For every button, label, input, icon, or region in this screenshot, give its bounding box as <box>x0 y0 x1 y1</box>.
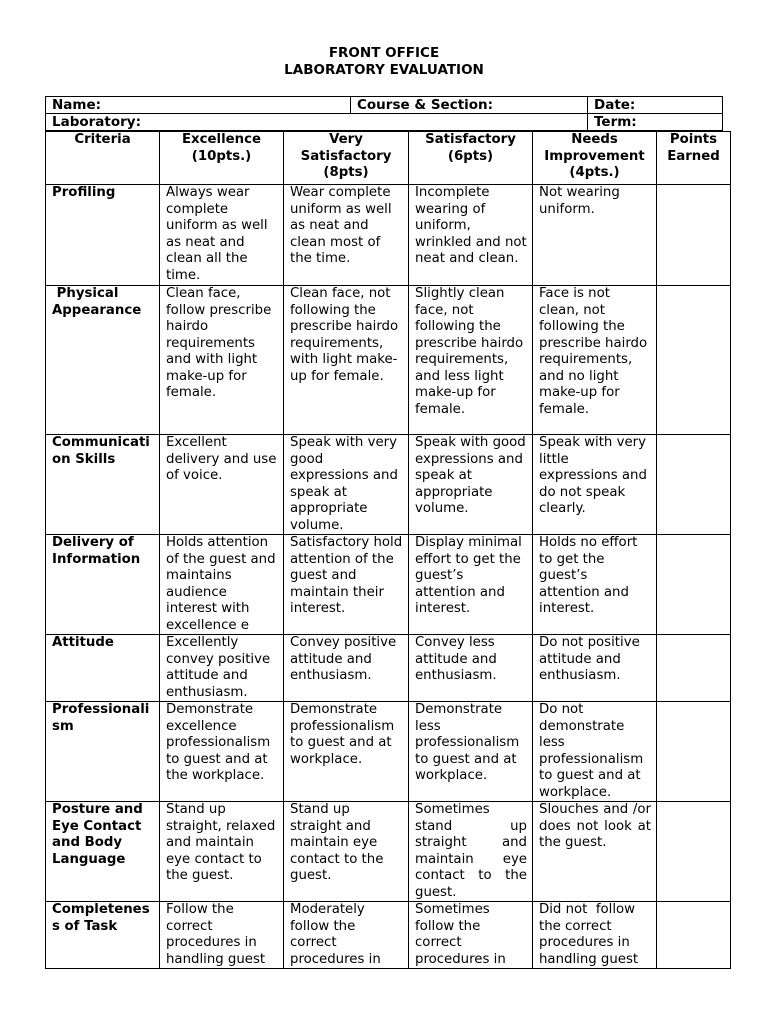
column-header-very-satisfactory: Very Satisfactory (8pts) <box>284 132 409 185</box>
student-info-table <box>45 96 723 131</box>
term-field[interactable] <box>588 114 723 131</box>
points-earned-cell[interactable] <box>657 702 731 802</box>
excellence-cell: Clean face, follow prescribe hairdo requirements and with light make-up for female. <box>160 286 284 435</box>
needs-improvement-cell: Did not follow the correct procedures in handling guest <box>533 902 657 969</box>
very-satisfactory-cell: Speak with very good expressions and speak at appropriate volume. <box>284 435 409 535</box>
name-field[interactable] <box>46 97 351 114</box>
column-header-satisfactory: Satisfactory (6pts) <box>409 132 533 185</box>
needs-improvement-cell: Face is not clean, not following the prescribe hairdo requirements, and no light make-up for female. <box>533 286 657 435</box>
rubric-row-physical-appearance <box>46 286 731 435</box>
satisfactory-cell: Sometimes follow the correct procedures in <box>409 902 533 969</box>
needs-improvement-cell: Do not demonstrate less professionalism to guest and at workplace. <box>533 702 657 802</box>
rubric-row-profiling <box>46 185 731 286</box>
name-label: Name: <box>52 97 102 113</box>
very-satisfactory-cell: Demonstrate professionalism to guest and at workplace. <box>284 702 409 802</box>
column-header-criteria: Criteria <box>46 132 160 185</box>
points-earned-cell[interactable] <box>657 902 731 969</box>
rubric-row-professionalism <box>46 702 731 802</box>
course-section-label: Course & Section: <box>357 97 494 113</box>
criterion-cell: Profiling <box>46 185 160 286</box>
satisfactory-cell: Sometimes stand up straight and maintain eye contact to the guest. <box>409 802 533 902</box>
needs-improvement-cell: Speak with very little expressions and do not speak clearly. <box>533 435 657 535</box>
very-satisfactory-cell: Moderately follow the correct procedures in <box>284 902 409 969</box>
excellence-cell: Demonstrate excellence professionalism to guest and at the workplace. <box>160 702 284 802</box>
points-earned-cell[interactable] <box>657 535 731 635</box>
excellence-cell: Stand up straight, relaxed and maintain eye contact to the guest. <box>160 802 284 902</box>
student-info-row-2 <box>46 114 723 131</box>
course-section-field[interactable] <box>351 97 588 114</box>
criterion-cell: Delivery of Information <box>46 535 160 635</box>
excellence-cell: Excellent delivery and use of voice. <box>160 435 284 535</box>
criterion-cell: Posture and Eye Contact and Body Language <box>46 802 160 902</box>
needs-improvement-cell: Slouches and /or does not look at the guest. <box>533 802 657 902</box>
satisfactory-cell: Display minimal effort to get the guest’s attention and interest. <box>409 535 533 635</box>
needs-improvement-cell: Holds no effort to get the guest’s attention and interest. <box>533 535 657 635</box>
satisfactory-cell: Convey less attitude and enthusiasm. <box>409 635 533 702</box>
excellence-cell: Excellently convey positive attitude and enthusiasm. <box>160 635 284 702</box>
title-line-2: LABORATORY EVALUATION <box>284 62 484 78</box>
excellence-cell: Always wear complete uniform as well as neat and clean all the time. <box>160 185 284 286</box>
rubric-row-completeness-of-task <box>46 902 731 969</box>
rubric-row-communication-skills <box>46 435 731 535</box>
very-satisfactory-cell: Stand up straight and maintain eye contact to the guest. <box>284 802 409 902</box>
rubric-row-delivery-of-information <box>46 535 731 635</box>
column-header-excellence: Excellence (10pts.) <box>160 132 284 185</box>
rubric-header-row <box>46 132 731 185</box>
document-title <box>0 45 768 79</box>
points-earned-cell[interactable] <box>657 635 731 702</box>
student-info-row-1 <box>46 97 723 114</box>
column-header-needs-improvement: Needs Improvement (4pts.) <box>533 132 657 185</box>
criterion-cell: Attitude <box>46 635 160 702</box>
criterion-cell: Professionalism <box>46 702 160 802</box>
criterion-cell: Communication Skills <box>46 435 160 535</box>
date-label: Date: <box>594 97 636 113</box>
very-satisfactory-cell: Wear complete uniform as well as neat and clean most of the time. <box>284 185 409 286</box>
points-earned-cell[interactable] <box>657 185 731 286</box>
points-earned-cell[interactable] <box>657 802 731 902</box>
title-line-1: FRONT OFFICE <box>328 45 440 61</box>
satisfactory-cell: Speak with good expressions and speak at appropriate volume. <box>409 435 533 535</box>
laboratory-label: Laboratory: <box>52 114 142 130</box>
needs-improvement-cell: Do not positive attitude and enthusiasm. <box>533 635 657 702</box>
needs-improvement-cell: Not wearing uniform. <box>533 185 657 286</box>
very-satisfactory-cell: Clean face, not following the prescribe hairdo requirements, with light make-up for female. <box>284 286 409 435</box>
excellence-cell: Follow the correct procedures in handling guest <box>160 902 284 969</box>
criterion-cell: Completeness of Task <box>46 902 160 969</box>
points-earned-cell[interactable] <box>657 286 731 435</box>
date-field[interactable] <box>588 97 723 114</box>
satisfactory-cell: Incomplete wearing of uniform, wrinkled and not neat and clean. <box>409 185 533 286</box>
laboratory-field[interactable] <box>46 114 588 131</box>
rubric-table <box>45 131 731 969</box>
very-satisfactory-cell: Satisfactory hold attention of the guest and maintain their interest. <box>284 535 409 635</box>
term-label: Term: <box>594 114 637 130</box>
excellence-cell: Holds attention of the guest and maintains audience interest with excellence e <box>160 535 284 635</box>
rubric-row-posture-eye-contact <box>46 802 731 902</box>
rubric-row-attitude <box>46 635 731 702</box>
satisfactory-cell: Slightly clean face, not following the prescribe hairdo requirements, and less light make-up for female. <box>409 286 533 435</box>
points-earned-cell[interactable] <box>657 435 731 535</box>
criterion-cell: Physical Appearance <box>46 286 160 435</box>
very-satisfactory-cell: Convey positive attitude and enthusiasm. <box>284 635 409 702</box>
satisfactory-cell: Demonstrate less professionalism to guest and at workplace. <box>409 702 533 802</box>
column-header-points-earned: Points Earned <box>657 132 731 185</box>
